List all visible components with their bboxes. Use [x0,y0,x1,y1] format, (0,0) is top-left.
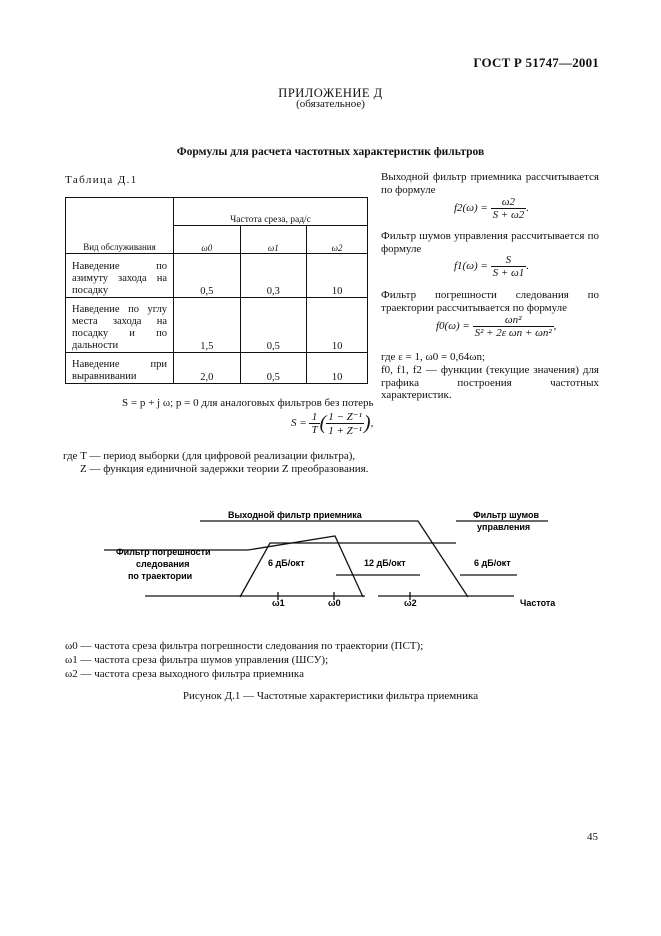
formula-lhs: f2(ω) = [454,202,488,215]
formula-numerator: 1 − Z⁻¹ [328,411,362,423]
label-noise-filter-line1: Фильтр шумов [473,510,540,520]
paragraph-output-filter: Выходной фильтр приемника рассчитывается по формуле [381,171,599,196]
epsilon-definition: где ε = 1, ω0 = 0,64ωn; [381,351,486,363]
cell-value: 0,3 [240,254,307,298]
formula-s: S = $\frac{1}{T}$ ( $\frac{\text{1 − Z⁻¹}}{\text{1 + Z⁻¹}}$ ), [291,411,374,437]
label-error-filter-line1: Фильтр погрешности [116,547,211,557]
output-filter-curve [200,521,468,597]
formula-f2 [454,196,529,221]
formula-numerator: S [491,254,527,267]
label-omega0: ω0 [328,598,341,608]
cell-value: 1,5 [174,298,241,353]
label-slope-6db-left: 6 дБ/окт [268,558,305,568]
cell-value: 0,5 [240,353,307,384]
formula-numerator: ωn² [473,314,554,327]
where-block [63,450,368,476]
row-label: Наведение по углу места захода на посадку и по дальности [66,298,174,353]
formula-denominator: 1 + Z⁻¹ [328,425,362,437]
paragraph-error-filter: Фильтр погрешности следования по траектории рассчитывается по формуле [381,289,599,314]
row-label: Наведение по азимуту захода на посадку [66,254,174,298]
table-row [66,353,368,384]
formula-denominator: S + ω2 [492,209,525,221]
s-definition: S = p + j ω; p = 0 для аналоговых фильтров без потерь [122,397,374,409]
label-axis-frequency: Частота [520,598,556,608]
cell-value: 10 [307,298,368,353]
table-row [66,254,368,298]
label-slope-6db-right: 6 дБ/окт [474,558,511,568]
label-slope-12db: 12 дБ/окт [364,558,406,568]
formula-lhs: S = [291,417,307,430]
table-caption: Таблица Д.1 [65,174,138,186]
formula-end: , [553,320,557,333]
table-row [66,298,368,353]
formula-lhs: f0(ω) = [436,320,470,333]
label-error-filter-line3: по траектории [128,571,193,581]
document-number: ГОСТ Р 51747—2001 [473,55,599,70]
label-error-filter-line2: следования [136,559,190,569]
formula-end: . [526,260,530,273]
formula-numerator: 1 [309,411,319,424]
legend-omega2: ω2 — частота среза выходного фильтра приемника [65,668,304,680]
appendix-status: (обязательное) [296,98,365,110]
formula-end: , [370,417,374,430]
label-omega1: ω1 [272,598,285,608]
figure-caption: Рисунок Д.1 — Частотные характеристики фильтра приемника [182,690,479,702]
cell-value: 0,5 [174,254,241,298]
section-title: Формулы для расчета частотных характеристик фильтров [176,146,485,158]
page-number: 45 [587,831,598,843]
column-header-omega0: ω0 [174,226,241,254]
where-t: где T — период выборки (для цифровой реализации фильтра), [63,450,356,462]
column-header-omega2: ω2 [307,226,368,254]
cell-value: 2,0 [174,353,241,384]
frequency-diagram [0,500,661,615]
legend-omega1: ω1 — частота среза фильтра шумов управления (ШСУ); [65,654,329,666]
cutoff-frequency-table [65,197,368,384]
functions-definition: f0, f1, f2 — функции (текущие значения) для графика построения частотных характеристик. [381,364,599,401]
formula-f0 [436,314,556,339]
label-omega2: ω2 [404,598,417,608]
formula-denominator: S + ω1 [492,267,525,279]
formula-denominator: S² + 2ε ωn + ωn² [474,327,552,339]
formula-f1 [454,254,529,279]
cell-value: 10 [307,254,368,298]
label-output-filter: Выходной фильтр приемника [228,510,362,520]
legend-omega0: ω0 — частота среза фильтра погрешности следования по траектории (ПСТ); [65,640,424,652]
column-header-type: Вид обслуживания [66,198,174,254]
paragraph-noise-filter: Фильтр шумов управления рассчитывается по формуле [381,230,599,255]
formula-numerator: ω2 [491,196,527,209]
label-noise-filter-line2: управления [477,522,531,532]
noise-filter-curve [240,543,456,597]
where-z: Z — функция единичной задержки теории Z преобразования. [80,463,369,475]
cell-value: 10 [307,353,368,384]
cell-value: 0,5 [240,298,307,353]
appendix-title: ПРИЛОЖЕНИЕ Д [278,86,383,100]
row-label: Наведение при выравнивании [66,353,174,384]
column-header-omega1: ω1 [240,226,307,254]
formula-denominator: T [311,424,318,436]
formula-end: . [526,202,530,215]
column-header-frequency: Частота среза, рад/с [174,198,368,226]
formula-lhs: f1(ω) = [454,260,488,273]
